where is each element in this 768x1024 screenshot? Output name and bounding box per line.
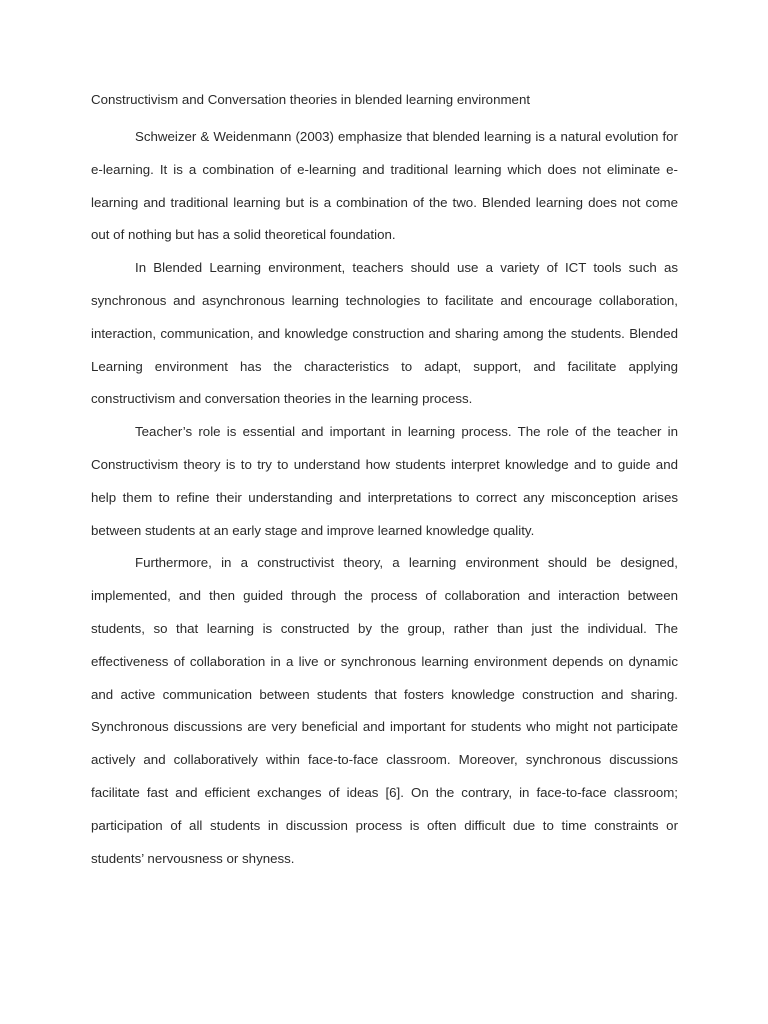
document-title: Constructivism and Conversation theories in blended learning environment xyxy=(91,92,531,107)
paragraph-text: Teacher’s role is essential and important in learning process. The role of the teacher in Constructivism theory is to try to understand how students interpret knowledge and to guide and help them to refine their understanding and interpretations to correct any misconception arises between students at an early stage and improve learned knowledge quality. xyxy=(91,424,678,538)
paragraph-text: In Blended Learning environment, teachers should use a variety of ICT tools such as synchronous and asynchronous learning technologies to facilitate and encourage collaboration, interaction, communication, and knowledge construction and sharing among the students. Blended Learning environment has the characteristics to adapt, support, and facilitate applying constructivism and conversation theories in the learning process. xyxy=(91,260,678,407)
paragraph-1 xyxy=(91,121,678,252)
paragraph-3 xyxy=(91,416,678,547)
paragraph-2 xyxy=(91,252,678,416)
document-page xyxy=(91,89,678,875)
paragraph-4 xyxy=(91,547,678,875)
paragraph-text: Schweizer & Weidenmann (2003) emphasize that blended learning is a natural evolution for e-learning. It is a combination of e-learning and traditional learning which does not eliminate e-learning and traditional learning but is a combination of the two. Blended learning does not come out of nothing but has a solid theoretical foundation. xyxy=(91,129,678,243)
paragraph-text: Furthermore, in a constructivist theory, a learning environment should be designed, implemented, and then guided through the process of collaboration and interaction between students, so that learning is constructed by the group, rather than just the individual. The effectiveness of collaboration in a live or synchronous learning environment depends on dynamic and active communication between students that fosters knowledge construction and sharing. Synchronous discussions are very beneficial and important for students who might not participate actively and collaboratively within face-to-face classroom. Moreover, synchronous discussions facilitate fast and efficient exchanges of ideas [6]. On the contrary, in face-to-face classroom; participation of all students in discussion process is often difficult due to time constraints or students’ nervousness or shyness. xyxy=(91,555,678,866)
